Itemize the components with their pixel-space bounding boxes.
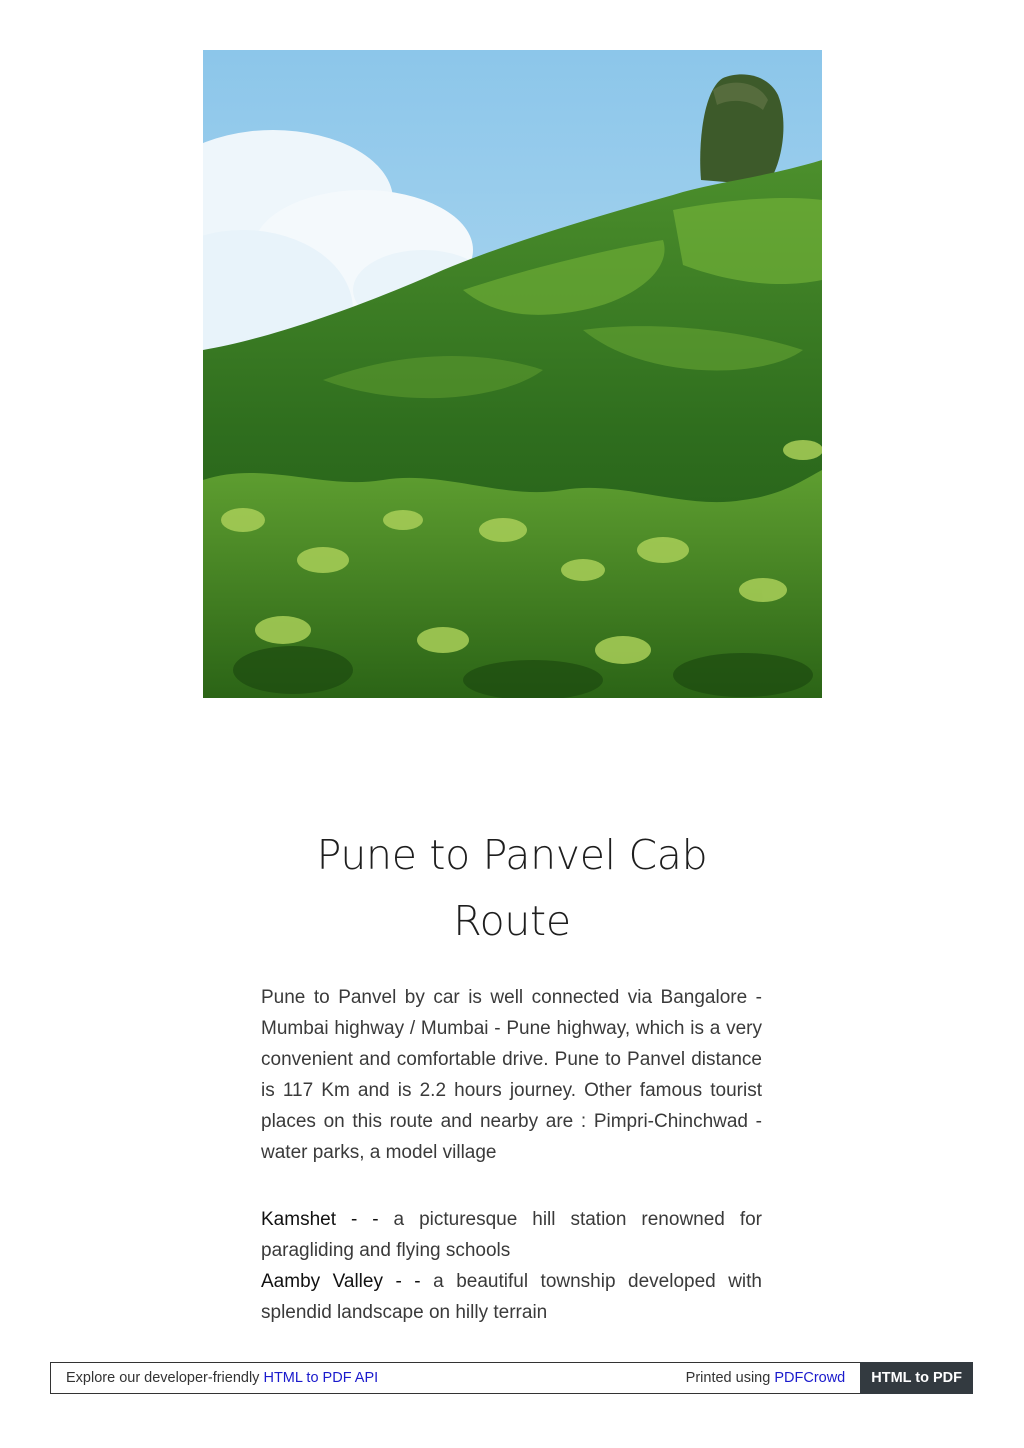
- page-title-line-2: Route: [453, 897, 571, 945]
- places-list: [261, 1204, 762, 1328]
- list-item: [261, 1266, 762, 1328]
- hill-landscape-illustration: [203, 50, 822, 698]
- place-separator: - -: [350, 1209, 379, 1230]
- footer-printed-text: Printed using: [685, 1370, 771, 1386]
- hero-image: [203, 50, 822, 698]
- footer-printed: [686, 1370, 861, 1386]
- page-title: [262, 822, 762, 954]
- place-name: Aamby Valley: [261, 1271, 383, 1292]
- intro-paragraph: Pune to Panvel by car is well connected via Bangalore - Mumbai highway / Mumbai - Pune highway, which is a very convenient and comfortable drive. Pune to Panvel distance is 117 Km and is 2.2 hours journey. Other famous tourist places on this route and nearby are : Pimpri-Chinchwad - water parks, a model village: [261, 987, 762, 1163]
- pdf-footer-bar: [50, 1362, 973, 1394]
- list-item: [261, 1204, 762, 1266]
- footer-explore-text: Explore our developer-friendly: [66, 1370, 260, 1386]
- place-description: a picturesque hill station renowned for paragliding and flying schools: [261, 1209, 762, 1261]
- footer-explore: [51, 1370, 686, 1386]
- html-to-pdf-badge-button[interactable]: HTML to PDF: [860, 1362, 973, 1394]
- place-description: a beautiful township developed with splendid landscape on hilly terrain: [261, 1271, 762, 1323]
- page-title-line-1: Pune to Panvel Cab: [316, 831, 708, 879]
- html-to-pdf-api-link[interactable]: HTML to PDF API: [263, 1370, 379, 1386]
- pdfcrowd-link[interactable]: PDFCrowd: [774, 1370, 846, 1386]
- place-separator: - -: [395, 1271, 421, 1292]
- place-name: Kamshet: [261, 1209, 336, 1230]
